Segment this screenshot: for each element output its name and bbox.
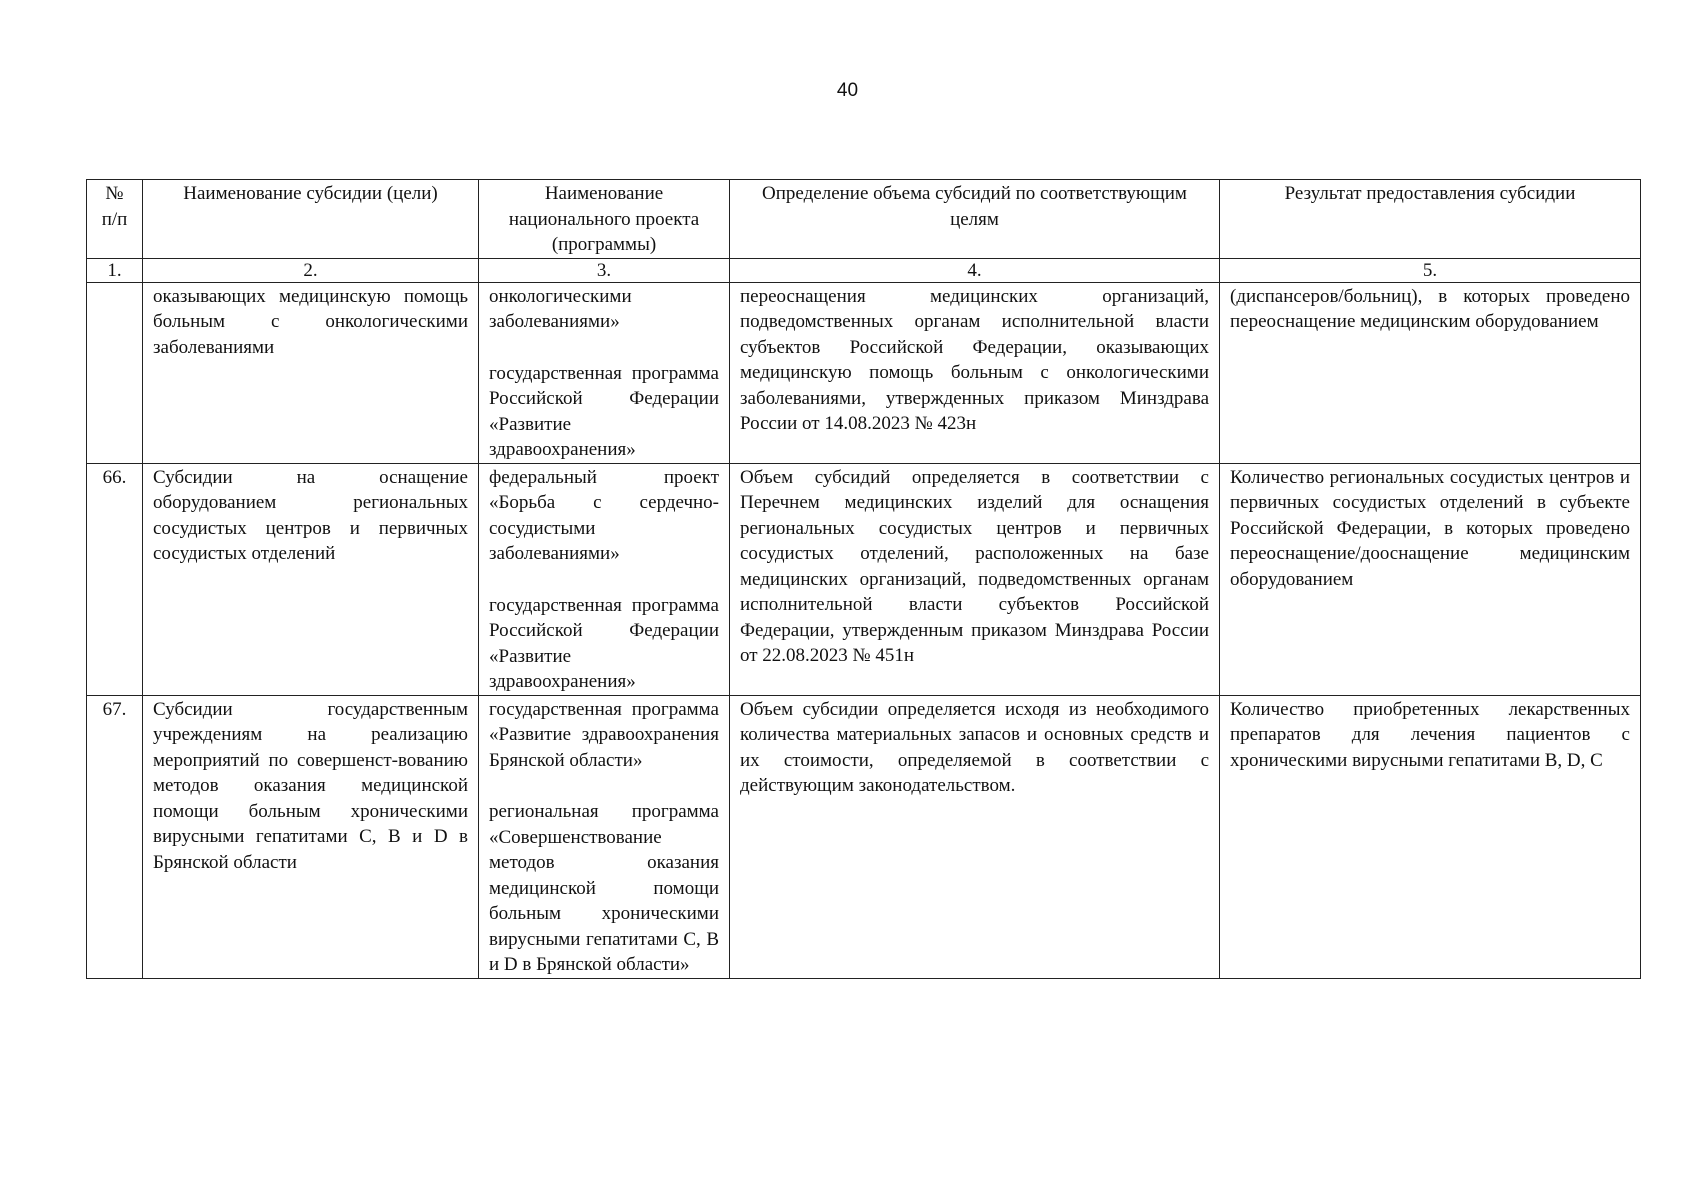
project-line: онкологическими заболеваниями» (489, 285, 632, 332)
subsidy-result: Количество региональных сосудистых центров и первичных сосудистых отделений в субъекте Российской Федерации, в которых проведено переоснащение/дооснащение медицинским оборудованием (1220, 463, 1641, 695)
table-row (87, 463, 1641, 695)
program-line: государственная программа Российской Федерации «Развитие здравоохранения» (489, 362, 719, 460)
volume-definition: Объем субсидии определяется исходя из необходимого количества материальных запасов и основных средств и их стоимости, определяемой в соответствии с действующим законодательством. (730, 695, 1220, 978)
subsidy-table (86, 179, 1641, 979)
program-line: государственная программа «Развитие здравоохранения Брянской области» (489, 698, 719, 771)
subsidy-name: оказывающих медицинскую помощь больным с онкологическими заболеваниями (143, 282, 479, 463)
header-volume-definition: Определение объема субсидий по соответствующим целям (730, 180, 1220, 259)
row-number: 67. (87, 695, 143, 978)
program-line: региональная программа «Совершенствование методов оказания медицинской помощи больным хроническими вирусными гепатитами С, В и D в Брянской области» (489, 801, 719, 975)
table-row (87, 282, 1641, 463)
project-line: федеральный проект «Борьба с сердечно-сосудистыми заболеваниями» (489, 466, 719, 564)
table-row (87, 695, 1641, 978)
subsidy-result: Количество приобретенных лекарственных препаратов для лечения пациентов с хроническими вирусными гепатитами В, D, С (1220, 695, 1641, 978)
row-number: 66. (87, 463, 143, 695)
table-header-row (87, 180, 1641, 259)
volume-definition: переоснащения медицинских организаций, подведомственных органам исполнительной власти субъектов Российской Федерации, оказывающих медицинскую помощь больным с онкологическими заболеваниями, утвержденных приказом Минздрава России от 14.08.2023 № 423н (730, 282, 1220, 463)
header-result: Результат предоставления субсидии (1220, 180, 1641, 259)
column-number: 1. (87, 258, 143, 282)
program-line: государственная программа Российской Федерации «Развитие здравоохранения» (489, 594, 719, 692)
column-number: 4. (730, 258, 1220, 282)
subsidy-name: Субсидии на оснащение оборудованием региональных сосудистых центров и первичных сосудистых отделений (143, 463, 479, 695)
subsidy-name: Субсидии государственным учреждениям на реализацию мероприятий по совершенст-вованию методов оказания медицинской помощи больным хроническими вирусными гепатитами С, В и D в Брянской области (143, 695, 479, 978)
header-number: № п/п (87, 180, 143, 259)
national-project (479, 282, 730, 463)
column-numbers-row (87, 258, 1641, 282)
header-national-project: Наименование национального проекта (программы) (479, 180, 730, 259)
column-number: 5. (1220, 258, 1641, 282)
column-number: 2. (143, 258, 479, 282)
national-project (479, 695, 730, 978)
column-number: 3. (479, 258, 730, 282)
national-project (479, 463, 730, 695)
volume-definition: Объем субсидий определяется в соответствии с Перечнем медицинских изделий для оснащения региональных сосудистых центров и первичных сосудистых отделений, расположенных на базе медицинских организаций, подведомственных органам исполнительной власти субъектов Российской Федерации, утвержденным приказом Минздрава России от 22.08.2023 № 451н (730, 463, 1220, 695)
page-number: 40 (836, 80, 859, 101)
subsidy-result: (диспансеров/больниц), в которых проведено переоснащение медицинским оборудованием (1220, 282, 1641, 463)
row-number (87, 282, 143, 463)
header-subsidy-name: Наименование субсидии (цели) (143, 180, 479, 259)
